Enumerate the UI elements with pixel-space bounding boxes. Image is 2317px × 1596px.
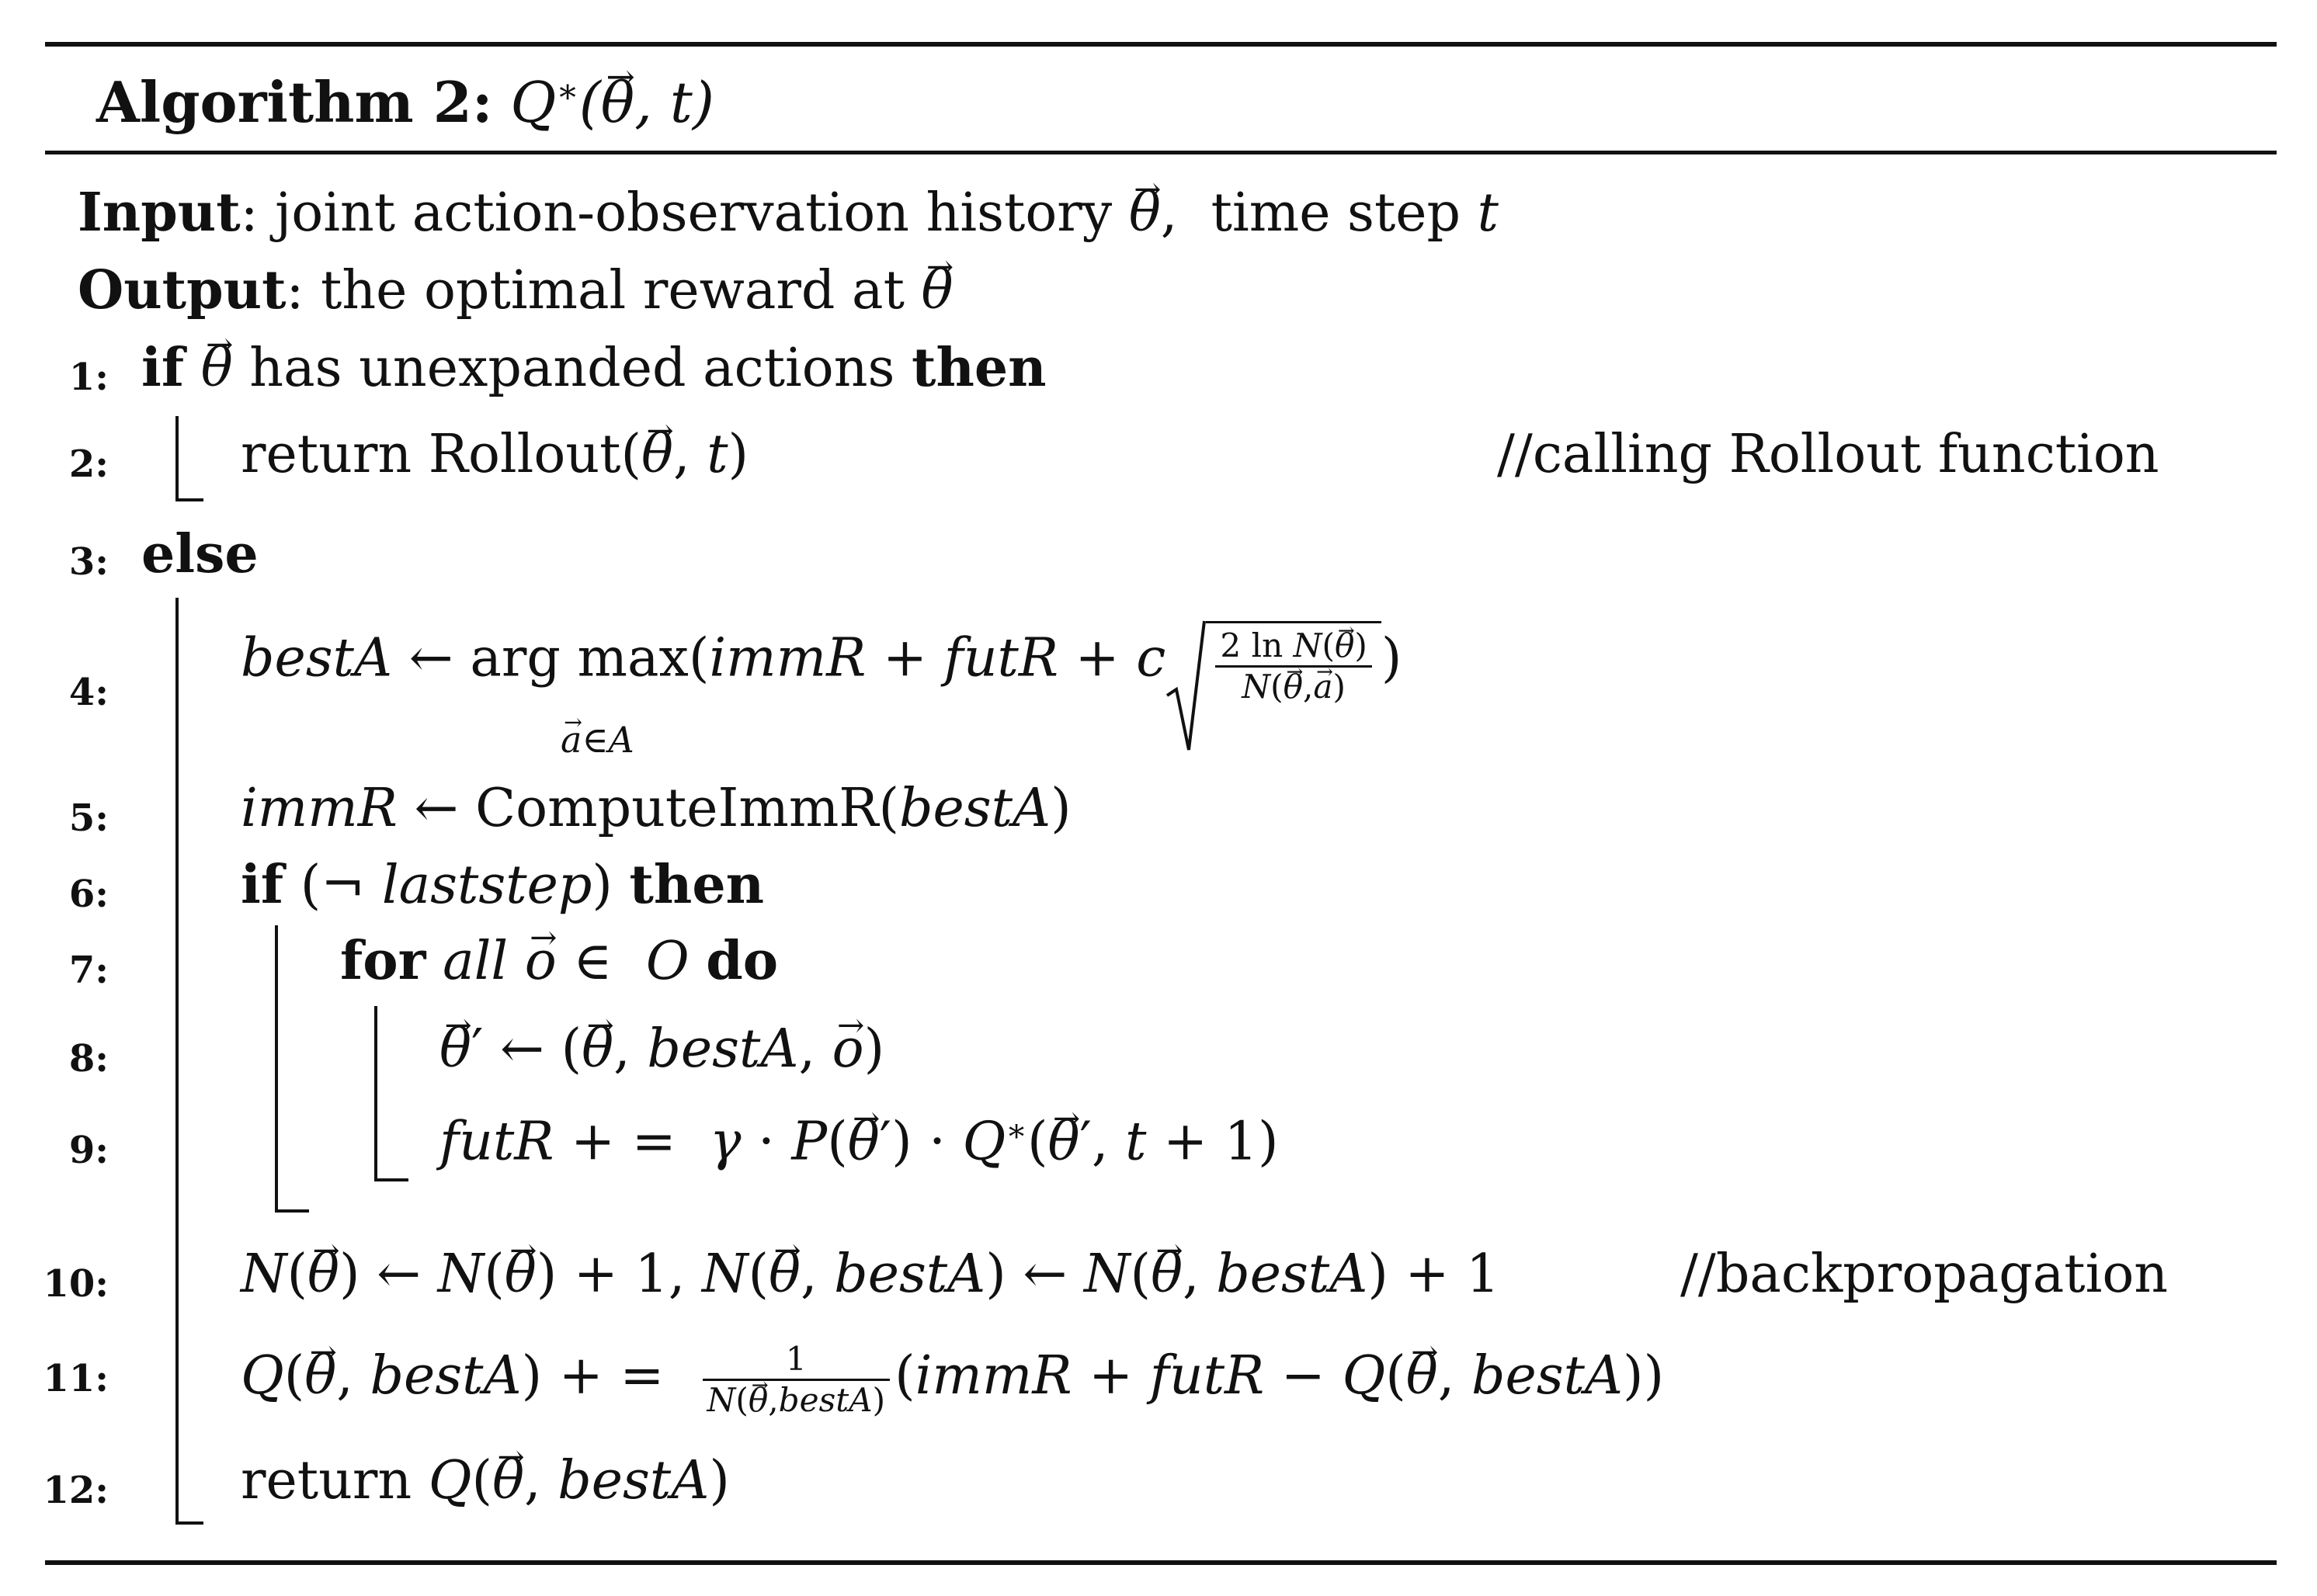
algorithm-title	[96, 69, 714, 135]
sqrt-expression	[1165, 621, 1381, 706]
line-7: for all → o ∈ O do	[340, 935, 778, 988]
algorithm-label: Algorithm 2:	[96, 69, 493, 135]
argmax-subscript: → a∈A	[561, 719, 634, 761]
line-12: return Q(→ θ, bestA)	[241, 1455, 730, 1508]
line-number: 3:	[68, 540, 109, 584]
line-number: 11:	[43, 1357, 109, 1400]
block-bracket	[374, 1006, 377, 1181]
algorithm-function: Q∗(→ θ, t)	[510, 70, 714, 135]
line-3: else	[141, 523, 259, 585]
line-number: 1:	[68, 356, 109, 399]
output-label: Output	[78, 259, 287, 321]
line-number: 8:	[68, 1037, 109, 1081]
block-bracket-foot	[275, 1209, 309, 1213]
line-number: 5:	[68, 796, 109, 840]
block-bracket-foot	[175, 498, 203, 501]
line-number: 6:	[68, 873, 109, 916]
line-2: return Rollout(→ θ, t)	[241, 428, 749, 481]
bottom-rule	[45, 1560, 2277, 1565]
line-6: if (¬ laststep) then	[241, 854, 765, 916]
line-1: if → θ has unexpanded actions then	[141, 342, 1047, 395]
line-9: futR + = γ · P(→ θ′) · Q∗(→ θ′, t + 1)	[439, 1115, 1278, 1169]
block-bracket	[275, 925, 278, 1213]
line-8: → θ′ ← (→ θ, bestA, → o)	[439, 1023, 884, 1076]
header-rule	[45, 151, 2277, 154]
comment-rollout: //calling Rollout function	[1497, 424, 2159, 485]
block-bracket-foot	[175, 1521, 203, 1525]
line-number: 2:	[68, 442, 109, 486]
line-number: 12:	[43, 1469, 109, 1512]
line-11: Q(→ θ, bestA) + = $\frac{1}{\text{N(→ θ,bestA)}}$ (immR + futR − Q(→ θ, bestA))	[241, 1343, 1664, 1417]
line-number: 7:	[68, 949, 109, 992]
input-line: Input: joint action-observation history → θ, time step t	[78, 186, 1499, 240]
top-rule	[45, 42, 2277, 47]
block-bracket	[175, 416, 179, 501]
block-bracket-foot	[374, 1178, 408, 1181]
fraction-ucb: $\frac{\text{2 ln N(→ θ)}}{N(\to \theta,\to a)}$	[1215, 630, 1371, 703]
line-number: 9:	[68, 1129, 109, 1172]
line-5: immR ← ComputeImmR(bestA)	[241, 778, 1072, 839]
output-line: Output: the optimal reward at → θ	[78, 264, 954, 317]
line-number: 10:	[43, 1262, 109, 1306]
comment-backpropagation: //backpropagation	[1680, 1244, 2169, 1305]
line-number: 4:	[68, 671, 109, 714]
line-10: N(→ θ) ← N(→ θ) + 1, N(→ θ, bestA) ← N(→ θ, bestA) + 1	[241, 1248, 1499, 1301]
input-label: Input	[78, 182, 241, 244]
line-4: bestA ← arg max(immR + futR + c $\frac{\text{2 ln N(→ θ)}}{N(\to \theta,\to a)}$ )	[241, 621, 1402, 703]
fraction-update: $\frac{1}{\text{N(→ θ,bestA)}}$	[703, 1343, 891, 1417]
block-bracket	[175, 598, 179, 1525]
